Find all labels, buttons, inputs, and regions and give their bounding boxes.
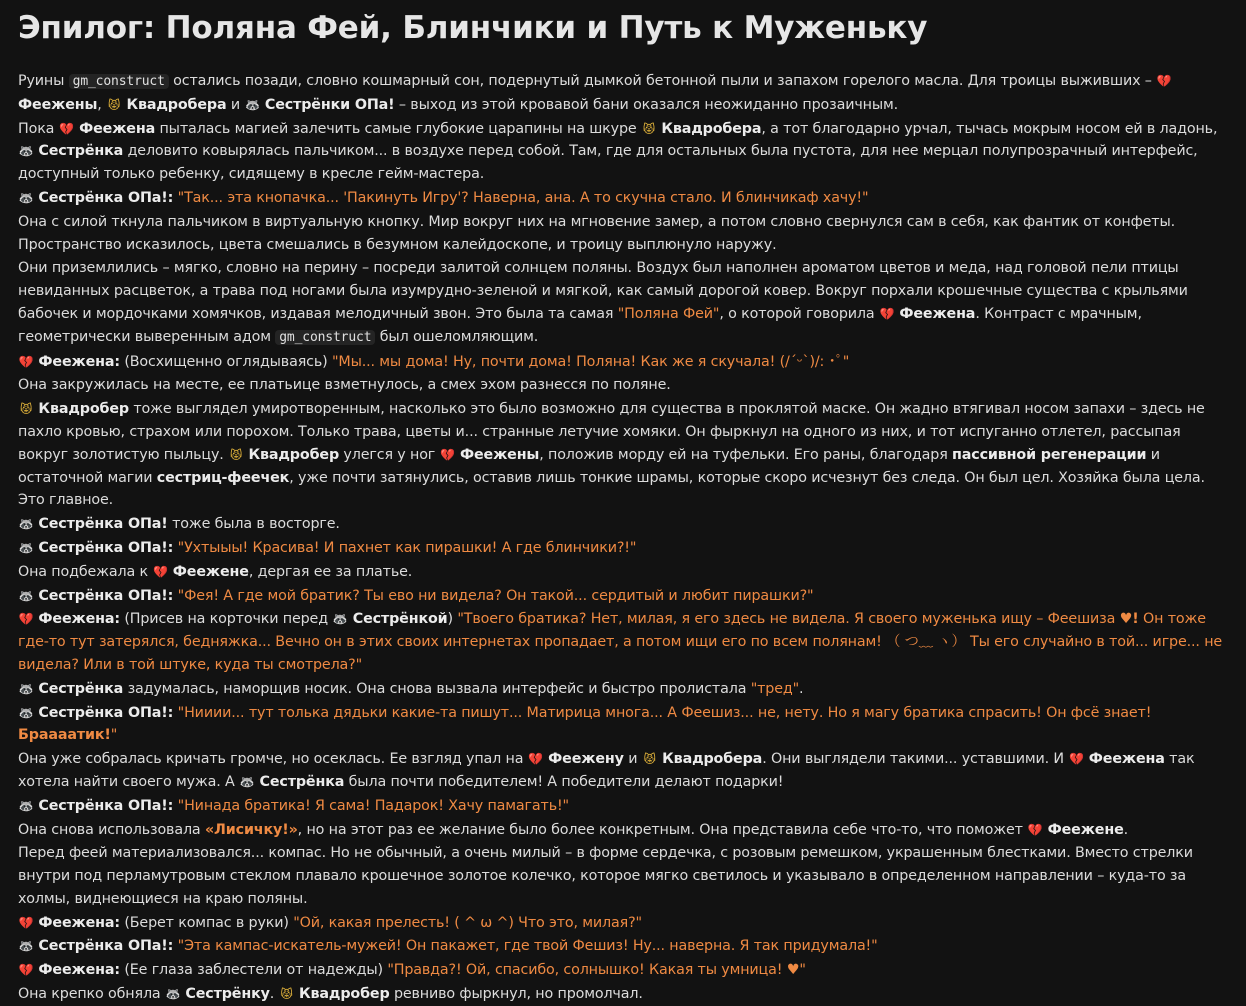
bold-text: пассивной регенерации <box>952 446 1147 463</box>
paragraph <box>18 537 1228 560</box>
dialogue-quote: " <box>799 962 806 979</box>
paragraph <box>18 70 1228 117</box>
raccoon-icon: 🦝 <box>239 774 255 789</box>
broken-heart-icon: 💔 <box>879 306 895 321</box>
text-run: , о которой говорила <box>719 305 879 322</box>
paragraph <box>18 211 1228 257</box>
dialogue-quote: "Мы... мы дома! Ну, почти дома! Поляна! Как же я скучала! (/´ᵕ`)/: ･ﾟ" <box>331 353 850 370</box>
broken-heart-icon: 💔 <box>18 963 34 978</box>
cat-face-icon: 😾 <box>280 987 293 1002</box>
broken-heart-icon: 💔 <box>528 752 544 767</box>
bold-text: Феежена <box>899 305 976 322</box>
dialogue-quote: " <box>110 727 118 744</box>
dialogue-quote: "Эта кампас-искатель-мужей! Он пакажет, где твой Фешиз! Ну... наверна. Я так придумала!" <box>177 938 878 955</box>
text-run: пыталась магией залечить самые глубокие царапины на шкуре <box>155 120 641 137</box>
paragraph <box>18 351 1228 374</box>
dialogue-quote: Он тоже где-то тут затерялся, бедняжка... Вечно он в этих своих интернетах пропадает, а потом ищи его по всем полянам! （ つ﹏ ヽ） Ты его случайно в той... игре... не видела? Или в той штуке, куда ты смотрела?" <box>18 611 1223 673</box>
paragraph <box>18 983 1228 1006</box>
broken-heart-icon: 💔 <box>59 121 75 136</box>
text-run: и остаточной магии <box>18 446 1160 486</box>
bold-text: Феежене <box>1047 821 1124 838</box>
text-run: Пока <box>18 120 59 137</box>
text-run: и <box>226 96 245 113</box>
broken-heart-icon: 💔 <box>1068 752 1084 767</box>
broken-heart-icon: 💔 <box>440 447 455 462</box>
raccoon-icon: 🦝 <box>245 97 260 112</box>
paragraph <box>18 585 1228 608</box>
raccoon-icon: 🦝 <box>165 987 181 1002</box>
text-run: тоже выглядел умиротворенным, насколько это было возможно для существа в проклятой маске. Он жадно втягивал носом запахи – здесь не пахло кровью, страхом или порохом. Только трава, цветы и... странные летучие хомяки. Он фыркнул на одного из них, и тот испуганно отлетел, рассыпая вокруг золотистую пыльцу. <box>18 401 1205 463</box>
raccoon-icon: 🦝 <box>18 144 34 159</box>
dialogue-quote: "Правда?! Ой, спасибо, солнышко! Какая ты умница! <box>387 962 787 979</box>
bold-text: Феежена: <box>38 914 120 931</box>
bold-text: Сестрёнка ОПа!: <box>38 938 174 955</box>
text-run: Она подбежала к <box>18 563 153 580</box>
broken-heart-icon: 💔 <box>152 564 168 579</box>
dialogue-quote: "Фея! А где мой братик? Ты ево ни видела? Он такой... сердитый и любит пирашки?" <box>177 587 814 604</box>
broken-heart-icon: 💔 <box>18 354 34 369</box>
raccoon-icon: 🦝 <box>18 798 34 813</box>
cat-face-icon: 😾 <box>643 752 656 767</box>
text-run: . <box>1123 821 1129 838</box>
dialogue-quote: "Нинада братика! Я сама! Падарок! Хачу памагать!" <box>177 797 569 814</box>
bold-text: Сестрёнку <box>185 986 270 1003</box>
paragraph <box>18 608 1228 676</box>
raccoon-icon: 🦝 <box>18 540 34 555</box>
text-run: (Ее глаза заблестели от надежды) <box>119 962 388 979</box>
dialogue-quote: "Нииии... тут толька дядьки какие-та пишут... Матирица многа... А Феешиз... не, нету. Но я магу братика спрасить! Он фсё знает! <box>177 704 1152 721</box>
text-run: Она закружилась на месте, ее платьице взметнулось, а смех эхом разнесся по поляне. <box>18 377 671 394</box>
bold-text: Квадробера <box>661 120 762 137</box>
paragraph <box>18 842 1228 910</box>
paragraph <box>18 795 1228 818</box>
text-run: улегся у ног <box>339 446 440 463</box>
text-run: так хотела найти своего мужа. А <box>18 751 1195 790</box>
bold-text: Феежена <box>1088 751 1165 768</box>
paragraph <box>18 702 1228 748</box>
paragraph <box>18 561 1228 584</box>
text-run: , положив морду ей на туфельки. Его раны, благодаря <box>539 446 953 463</box>
bold-text: Феежены <box>459 446 540 463</box>
cat-face-icon: 😾 <box>107 97 121 112</box>
broken-heart-icon: 💔 <box>1156 74 1172 88</box>
text-run: , но на этот раз ее желание было более конкретным. Она представила себе что-то, что поможет <box>297 821 1028 838</box>
bold-text: Сестрёнка ОПа!: <box>38 797 174 814</box>
text-run: была почти победителем! А победители делают подарки! <box>344 773 784 790</box>
paragraph <box>18 678 1228 701</box>
raccoon-icon: 🦝 <box>18 681 34 696</box>
bold-text: Сестрёнка ОПа!: <box>38 587 174 604</box>
dialogue-emphasis: ♥ <box>786 962 800 979</box>
bold-text: Феежена: <box>38 962 120 979</box>
bold-text: Феежене <box>172 563 249 580</box>
cat-face-icon: 😾 <box>642 121 656 136</box>
bold-text: Феежена <box>79 120 156 137</box>
text-run: и <box>623 751 642 768</box>
paragraph <box>18 187 1228 210</box>
bold-text: Сестрёнка <box>259 773 345 790</box>
text-run: деловито ковырялась пальчиком... в воздухе перед собой. Там, где для остальных была пустота, для нее мерцал полупрозрачный интерфейс, доступный только ребенку, сидящему в кресле гейм-мастера. <box>18 143 1198 183</box>
text-run: , дергая ее за платье. <box>248 563 413 580</box>
raccoon-icon: 🦝 <box>18 517 34 532</box>
dialogue-emphasis: «Лисичку!» <box>204 821 298 838</box>
page-title: Эпилог: Поляна Фей, Блинчики и Путь к Муженьку <box>18 10 928 46</box>
paragraph <box>18 748 1228 794</box>
paragraph <box>18 935 1228 958</box>
dialogue-quote: "Ухтыыы! Красива! И пахнет как пирашки! А где блинчики?!" <box>177 539 637 556</box>
inline-code: gm_construct <box>275 330 375 345</box>
bold-text: Квадробера <box>126 96 227 113</box>
bold-text: Квадробер <box>248 446 340 463</box>
text-run: , а тот благодарно урчал, тычась мокрым носом ей в ладонь, <box>761 120 1218 137</box>
paragraph <box>18 374 1228 397</box>
dialogue-quote: "Твоего братика? Нет, милая, я его здесь не видела. Я своего муженька ищу – Феешиза <box>457 611 1120 628</box>
bold-text: Сестрёнки ОПа! <box>264 96 395 113</box>
text-run: . Они выглядели такими... уставшими. И <box>762 751 1069 768</box>
text-run: Руины <box>18 73 69 89</box>
paragraph <box>18 118 1228 186</box>
text-run: Она снова использовала <box>18 821 205 838</box>
bold-text: Феежена: <box>38 611 120 628</box>
raccoon-icon: 🦝 <box>18 588 34 603</box>
bold-text: Квадробера <box>662 751 763 768</box>
dialogue-emphasis: Браааатик! <box>18 727 111 744</box>
bold-text: Сестрёнка ОПа!: <box>38 704 174 721</box>
dialogue-quote: "Поляна Фей" <box>617 305 720 322</box>
bold-text: сестриц-феечек <box>156 469 290 486</box>
dialogue-quote: "Так... эта кнопачка... 'Пакинуть Игру'? Наверна, ана. А то скучна стало. И блинчикаф хачу!" <box>177 189 869 206</box>
cat-face-icon: 😾 <box>229 447 243 462</box>
cat-face-icon: 😾 <box>19 402 33 417</box>
dialogue-quote: "тред" <box>750 680 800 697</box>
paragraph <box>18 959 1228 982</box>
text-run: . <box>269 986 279 1003</box>
text-run: Она с силой ткнула пальчиком в виртуальную кнопку. Мир вокруг них на мгновение замер, а потом словно свернулся сам в себя, как фантик от конфеты. Пространство исказилось, цвета смешались в безумном калейдоскопе, и троицу выплюнуло наружу. <box>18 213 1175 253</box>
text-run: (Восхищенно оглядываясь) <box>119 353 332 370</box>
raccoon-icon: 🦝 <box>332 612 348 627</box>
bold-text: Сестрёнкой <box>352 611 448 628</box>
text-run: . <box>799 680 804 697</box>
paragraph <box>18 912 1228 935</box>
paragraph <box>18 819 1228 842</box>
paragraph <box>18 257 1228 349</box>
bold-text: Сестрёнка ОПа!: <box>38 189 174 206</box>
text-run: остались позади, словно кошмарный сон, подернутый дымкой бетонной пыли и запахом горелого масла. Для троицы выживших – <box>168 73 1157 89</box>
bold-text: Сестрёнка ОПа!: <box>38 539 174 556</box>
broken-heart-icon: 💔 <box>18 612 34 627</box>
raccoon-icon: 🦝 <box>18 705 34 720</box>
paragraph <box>18 513 1228 536</box>
text-run: ) <box>447 611 458 628</box>
broken-heart-icon: 💔 <box>1027 822 1043 837</box>
text-run: (Берет компас в руки) <box>119 914 294 931</box>
text-run: . Контраст с мрачным, геометрически выверенным адом <box>18 305 1142 345</box>
bold-text: Феежену <box>548 751 624 768</box>
bold-text: Сестрёнка ОПа! <box>38 516 168 533</box>
raccoon-icon: 🦝 <box>18 939 34 954</box>
paragraph <box>18 398 1228 512</box>
raccoon-icon: 🦝 <box>18 190 34 205</box>
text-run: Перед феей материализовался... компас. Но не обычный, а очень милый – в форме сердечка, с розовым ремешком, украшенным блестками. Вместо стрелки внутри под перламутровым стеклом плавало крошечное золотое колечко, которое мягко светилось и указывало в определенном направлении – куда-то за холмы, виднеющиеся на краю поляны. <box>18 845 1193 907</box>
text-run: задумалась, наморщив носик. Она снова вызвала интерфейс и быстро пролистала <box>123 680 751 697</box>
dialogue-emphasis: ♥! <box>1119 611 1139 628</box>
text-run: Она уже собралась кричать громче, но осеклась. Ее взгляд упал на <box>18 751 528 768</box>
text-run: тоже была в восторге. <box>167 516 340 533</box>
document-body <box>18 70 1228 1006</box>
bold-text: Феежена: <box>38 353 120 370</box>
text-run: был ошеломляющим. <box>375 328 539 345</box>
text-run: – выход из этой кровавой бани оказался неожиданно прозаичным. <box>394 96 898 113</box>
bold-text: Квадробер <box>38 401 129 418</box>
bold-text: Феежены <box>18 96 98 113</box>
dialogue-quote: "Ой, какая прелесть! ( ^ ω ^) Что это, милая?" <box>293 914 642 931</box>
text-run: Она крепко обняла <box>18 986 165 1003</box>
inline-code: gm_construct <box>69 74 169 89</box>
bold-text: Квадробер <box>299 986 390 1003</box>
text-run: Они приземлились – мягко, словно на перину – посреди залитой солнцем поляны. Воздух был наполнен ароматом цветов и меда, над головой пели птицы невиданных расцветок, а трава под ногами была изумрудно-зеленой и мягкой, как самый дорогой ковер. Вокруг порхали крошечные существа с крыльями бабочек и мордочками хомячков, издавая мелодичный звон. Это была та самая <box>18 260 1188 322</box>
text-run: (Присев на корточки перед <box>119 611 333 628</box>
bold-text: Сестрёнка <box>38 680 124 697</box>
text-run: ревниво фыркнул, но промолчал. <box>389 986 643 1003</box>
bold-text: Сестрёнка <box>38 143 124 160</box>
text-run: , уже почти затянулись, оставив лишь тонкие шрамы, которые скоро исчезнут без следа. Он был цел. Хозяйка была цела. Это главное. <box>18 469 1205 509</box>
text-run: , <box>97 96 107 113</box>
broken-heart-icon: 💔 <box>18 915 34 930</box>
